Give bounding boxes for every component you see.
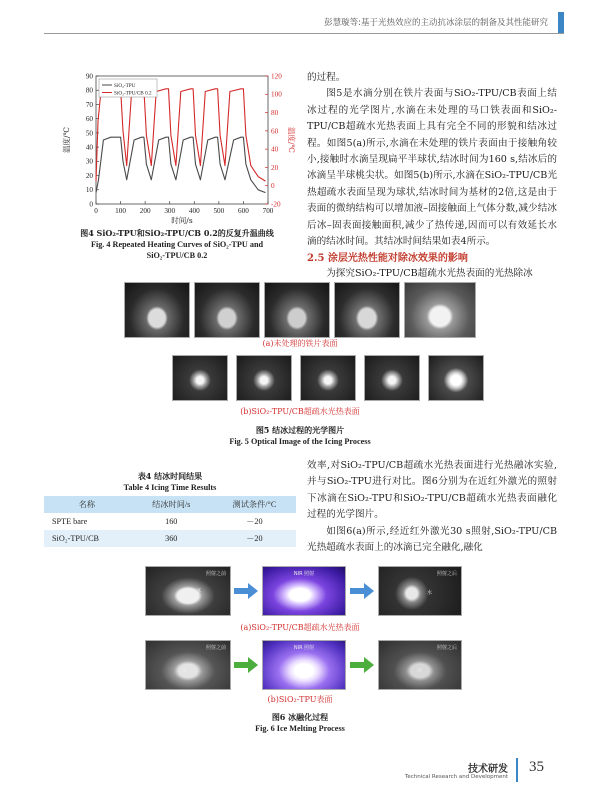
y-left-tick-label: 50 (85, 129, 93, 138)
photo-label-ice: 冰 (182, 668, 188, 674)
paragraph-section-intro: 为探究SiO₂-TPU/CB超疏水光热表面的光热除冰 (326, 268, 533, 280)
y-right-axis-label: 温度/℃ (287, 127, 296, 153)
y-left-tick-label: 60 (85, 115, 93, 124)
table4 (44, 471, 296, 547)
fig4-caption-zh: 图4 SiO₂-TPU和SiO₂-TPU/CB 0.2的反复升温曲线 (80, 228, 274, 238)
legend-label: SiO₂-TPU/CB 0.2 (114, 90, 152, 97)
fig6b-photo-nir (262, 640, 346, 690)
series-line-sio2-tpu-cb (96, 89, 266, 181)
photo-label-ice: 冰 (196, 588, 202, 594)
fig5b-photo-4 (364, 355, 420, 401)
table-cell: 360 (130, 530, 213, 547)
y-left-tick-label: 30 (85, 157, 93, 166)
running-title: 彭慧璇等:基于光热效应的主动抗冰涂层的制备及其性能研究 (324, 18, 548, 28)
paragraph-melting-result: 如图6(a)所示,经近红外激光30 s照射,SiO₂-TPU/CB光热超疏水表面上的冰滴已完全融化,融化 (307, 525, 557, 554)
table-header-cell: 测试条件/°C (213, 496, 296, 513)
y-left-tick-label: 80 (85, 86, 93, 95)
page-header (0, 0, 600, 34)
right-column-middle (307, 458, 557, 556)
y-right-tick-label: 40 (271, 145, 279, 154)
photo-label-after: 照射之后 (436, 645, 457, 651)
arrow-icon (350, 657, 374, 673)
photo-label-ice: 冰 (417, 668, 423, 674)
fig4-caption-en-1: Fig. 4 Repeated Heating Curves of SiO₂-TPU and (90, 240, 264, 249)
table-row (44, 530, 296, 547)
arrow-icon (350, 583, 374, 599)
fig5-subcaption-a: (a)未处理的铁片表面 (262, 339, 338, 348)
fig5-caption-zh: 图5 结冰过程的光学图片 (255, 425, 345, 435)
x-tick-label: 200 (139, 207, 151, 215)
fig4-caption-en-2: SiO₂-TPU/CB 0.2 (146, 251, 208, 260)
fig6b-photo-after (378, 640, 462, 690)
fig5a-photo-strip (124, 282, 476, 338)
fig5b-photo-2 (236, 355, 292, 401)
fig6-subcaption-b: (b)SiO₂-TPU表面 (267, 695, 333, 704)
x-tick-label: 500 (213, 207, 225, 215)
arrow-icon (234, 583, 258, 599)
fig6b-photo-before (145, 640, 231, 690)
page-number: 35 (529, 759, 544, 775)
header-rule (44, 33, 564, 34)
fig5-caption-en: Fig. 5 Optical Image of the Icing Process (229, 437, 371, 446)
fig5a-photo-2 (194, 282, 260, 338)
fig5a-photo-1 (124, 282, 190, 338)
y-left-tick-label: 40 (85, 143, 93, 152)
x-tick-label: 600 (238, 207, 249, 215)
fig5b-photo-1 (172, 355, 228, 401)
table-cell: SiO₂-TPU/CB (44, 530, 130, 547)
y-right-tick-label: 120 (271, 72, 282, 81)
footer-divider (516, 758, 518, 782)
fig6-subcaption-a: (a)SiO₂-TPU/CB超疏水光热表面 (240, 623, 360, 632)
y-left-tick-label: 20 (85, 171, 93, 180)
fig5a-photo-4 (334, 282, 400, 338)
table-header-cell: 名称 (44, 496, 130, 513)
fig6-caption (124, 712, 476, 734)
photo-label-before: 照射之前 (205, 571, 226, 577)
table-header-cell: 结冰时间/s (130, 496, 213, 513)
legend-label: SiO₂-TPU (114, 83, 136, 89)
fig6a-photo-nir (262, 566, 346, 616)
footer-title-zh: 技术研发 (468, 764, 508, 775)
table4-caption-en: Table 4 Icing Time Results (123, 483, 217, 492)
arrow-icon (234, 657, 258, 673)
table-row (44, 513, 296, 530)
fig5a-photo-3 (264, 282, 330, 338)
x-tick-label: 400 (188, 207, 200, 215)
x-tick-label: 700 (262, 207, 274, 215)
right-column-top (307, 70, 557, 283)
fig6a-photo-before (145, 566, 231, 616)
section-heading-2-5: 2.5 涂层光热性能对除冰效果的影响 (307, 253, 468, 265)
x-tick-label: 0 (94, 207, 98, 215)
table-header-row (44, 496, 296, 513)
table-cell: 160 (130, 513, 213, 530)
fig5-caption (124, 425, 476, 447)
y-left-tick-label: 90 (85, 72, 93, 81)
footer-title-en: Technical Research and Development (404, 774, 508, 780)
y-right-tick-label: 0 (271, 182, 275, 191)
y-right-tick-label: 20 (271, 163, 279, 172)
x-axis-label: 时间/s (171, 216, 193, 225)
table-cell: SPTE bare (44, 513, 130, 530)
fig6a-photo-after (378, 566, 462, 616)
table4-grid (44, 496, 296, 547)
photo-label-water: 水 (427, 590, 433, 596)
photo-label-before: 照射之前 (205, 645, 226, 651)
fig4-chart (62, 64, 294, 224)
paragraph-melting-intro: 效率,对SiO₂-TPU/CB超疏水光热表面进行光热融冰实验,并与SiO₂-TPU进行对比。图6分别为在近红外激光的照射下冰滴在SiO₂-TPU和SiO₂-TPU/CB超疏水光热表面融化过程的光学图片。 (307, 460, 557, 521)
y-left-tick-label: 70 (85, 100, 93, 109)
fig5-subcaption-b: (b)SiO₂-TPU/CB超疏水光热表面 (240, 407, 360, 416)
y-right-tick-label: -20 (271, 200, 281, 209)
fig5b-photo-3 (300, 355, 356, 401)
fig4-caption (46, 228, 308, 261)
paragraph-icing-description: 图5是水滴分别在铁片表面与SiO₂-TPU/CB表面上结冰过程的光学图片,水滴在未处理的马口铁表面和SiO₂-TPU/CB超疏水光热表面上具有完全不同的形貌和结冰过程。如图5(a)所示,水滴在未处理的铁片表面由于接触角较小,接触时水滴呈现扁平半球状,结冰时间为160 s,结冰后的冰滴呈半球桃尖状。如图5(b)所示,水滴在SiO₂-TPU/CB光热超疏水表面呈现为球状,结冰时间为基材的2倍,这是由于表面的微纳结构可以增加液–固接触面上气体分数,减少结冰后冰–固表面接触面积,减少了热传递,因而可以有效延长水滴的结冰时间。其结冰时间结果如表4所示。 (307, 88, 557, 248)
x-tick-label: 100 (115, 207, 126, 215)
photo-label-after: 照射之后 (436, 571, 457, 577)
fig5b-photo-strip (172, 355, 484, 401)
photo-label-nir: NIR 照射 (293, 571, 315, 577)
y-right-tick-label: 60 (271, 127, 279, 136)
y-right-tick-label: 80 (271, 108, 279, 117)
y-right-tick-label: 100 (271, 90, 282, 99)
fig5a-photo-5 (404, 282, 476, 338)
fig4-chart-svg (62, 64, 294, 224)
fig6-caption-zh: 图6 冰融化过程 (271, 712, 329, 722)
paragraph-continuation: 的过程。 (307, 72, 346, 83)
series-line-sio2-tpu (96, 137, 266, 192)
header-accent-bar (558, 12, 564, 34)
photo-label-nir: NIR 照射 (293, 645, 315, 651)
y-left-axis-label: 温度/℃ (62, 127, 71, 153)
table-cell: －20 (213, 530, 296, 547)
fig5b-photo-5 (428, 355, 484, 401)
y-left-tick-label: 0 (89, 200, 93, 209)
table4-caption-zh: 表4 结冰时间结果 (137, 471, 203, 481)
page-footer (0, 752, 600, 808)
y-left-tick-label: 10 (85, 186, 93, 195)
fig6-caption-en: Fig. 6 Ice Melting Process (255, 724, 345, 733)
x-tick-label: 300 (164, 207, 176, 215)
table-cell: －20 (213, 513, 296, 530)
